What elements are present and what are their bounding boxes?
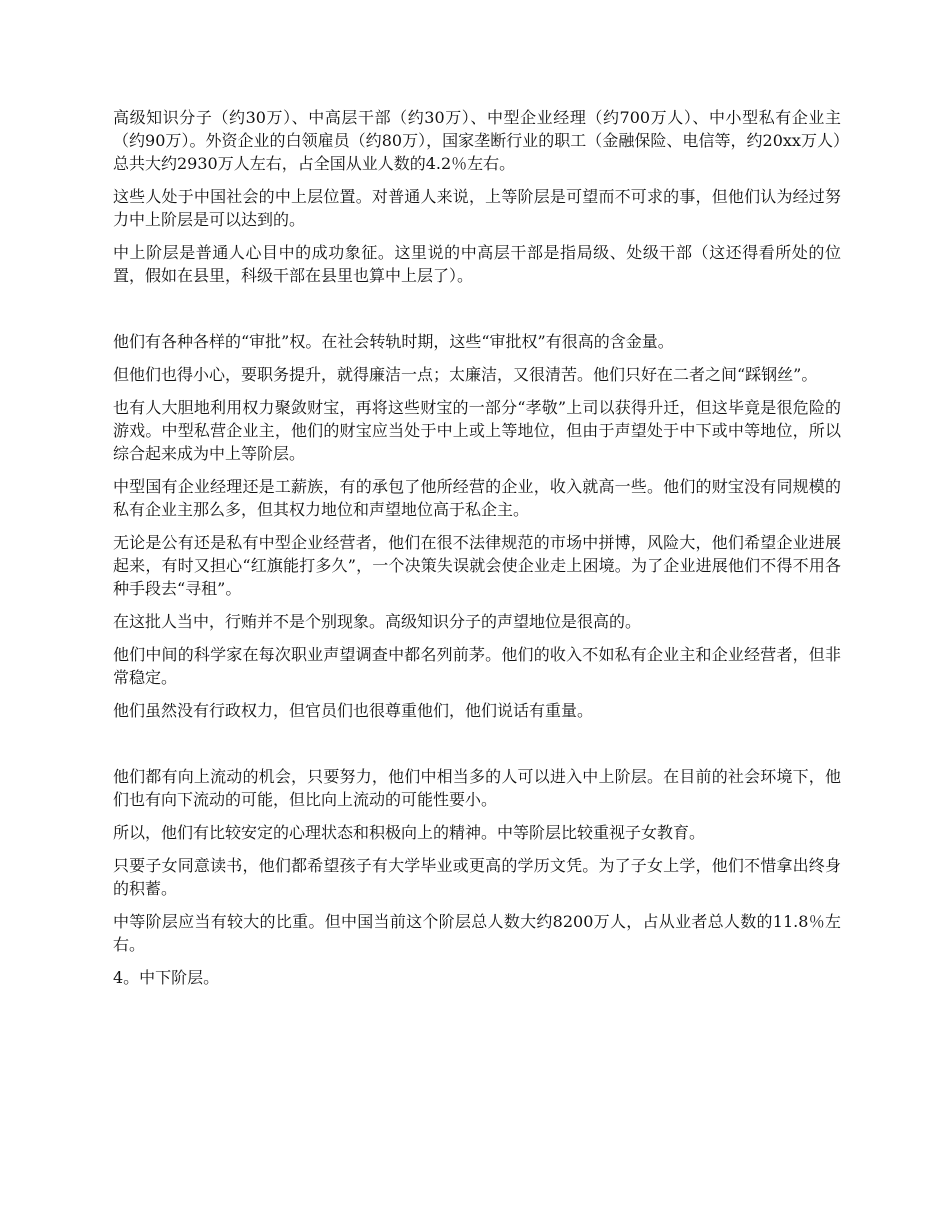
document-body [113,106,841,999]
paragraph: 所以，他们有比较安定的心理状态和积极向上的精神。中等阶层比较重视子女教育。 [113,823,706,842]
paragraph: 只要子女同意读书，他们都希望孩子有大学毕业或更高的学历文凭。为了子女上学，他们不惜拿出终身的积蓄。 [113,856,841,898]
paragraph: 但他们也得小心，要职务提升，就得廉洁一点；太廉洁，又很清苦。他们只好在二者之间“踩钢丝”。 [113,365,818,384]
paragraph: 无论是公有还是私有中型企业经营者，他们在很不法律规范的市场中拼博，风险大，他们希望企业进展起来，有时又担心“红旗能打多久”，一个决策失误就会使企业走上困境。为了企业进展他们不得不用各种手段去“寻租”。 [113,533,841,598]
paragraph: 高级知识分子（约30万）、中高层干部（约30万）、中型企业经理（约700万人）、中小型私有企业主（约90万）。外资企业的白领雇员（约80万），国家垄断行业的职工（金融保险、电信等，约20xx万人）总共大约2930万人左右，占全国从业人数的4.2％左右。 [113,108,841,173]
paragraph: 也有人大胆地利用权力聚敛财宝，再将这些财宝的一部分“孝敬”上司以获得升迁，但这毕竟是很危险的游戏。中型私营企业主，他们的财宝应当处于中上或上等地位，但由于声望处于中下或中等地位，所以综合起来成为中上等阶层。 [113,398,841,463]
paragraph: 中等阶层应当有较大的比重。但中国当前这个阶层总人数大约8200万人，占从业者总人数的11.8％左右。 [113,912,841,954]
paragraph: 中上阶层是普通人心目中的成功象征。这里说的中高层干部是指局级、处级干部（这还得看所处的位置，假如在县里，科级干部在县里也算中上层了）。 [113,243,841,285]
section-gap [113,732,841,765]
paragraph: 这些人处于中国社会的中上层位置。对普通人来说，上等阶层是可望而不可求的事，但他们认为经过努力中上阶层是可以达到的。 [113,187,841,229]
paragraph: 他们有各种各样的“审批”权。在社会转轨时期，这些“审批权”有很高的含金量。 [113,332,674,351]
section-heading: 4。中下阶层。 [113,968,220,987]
paragraph: 他们虽然没有行政权力，但官员们也很尊重他们，他们说话有重量。 [113,701,594,720]
section-gap [113,297,841,330]
paragraph: 在这批人当中，行贿并不是个别现象。高级知识分子的声望地位是很高的。 [113,612,642,631]
paragraph: 他们都有向上流动的机会，只要努力，他们中相当多的人可以进入中上阶层。在目前的社会环境下，他们也有向下流动的可能，但比向上流动的可能性要小。 [113,767,841,809]
paragraph: 他们中间的科学家在每次职业声望调查中都名列前茅。他们的收入不如私有企业主和企业经营者，但非常稳定。 [113,645,841,687]
paragraph: 中型国有企业经理还是工薪族，有的承包了他所经营的企业，收入就高一些。他们的财宝没有同规模的私有企业主那么多，但其权力地位和声望地位高于私企主。 [113,477,841,519]
